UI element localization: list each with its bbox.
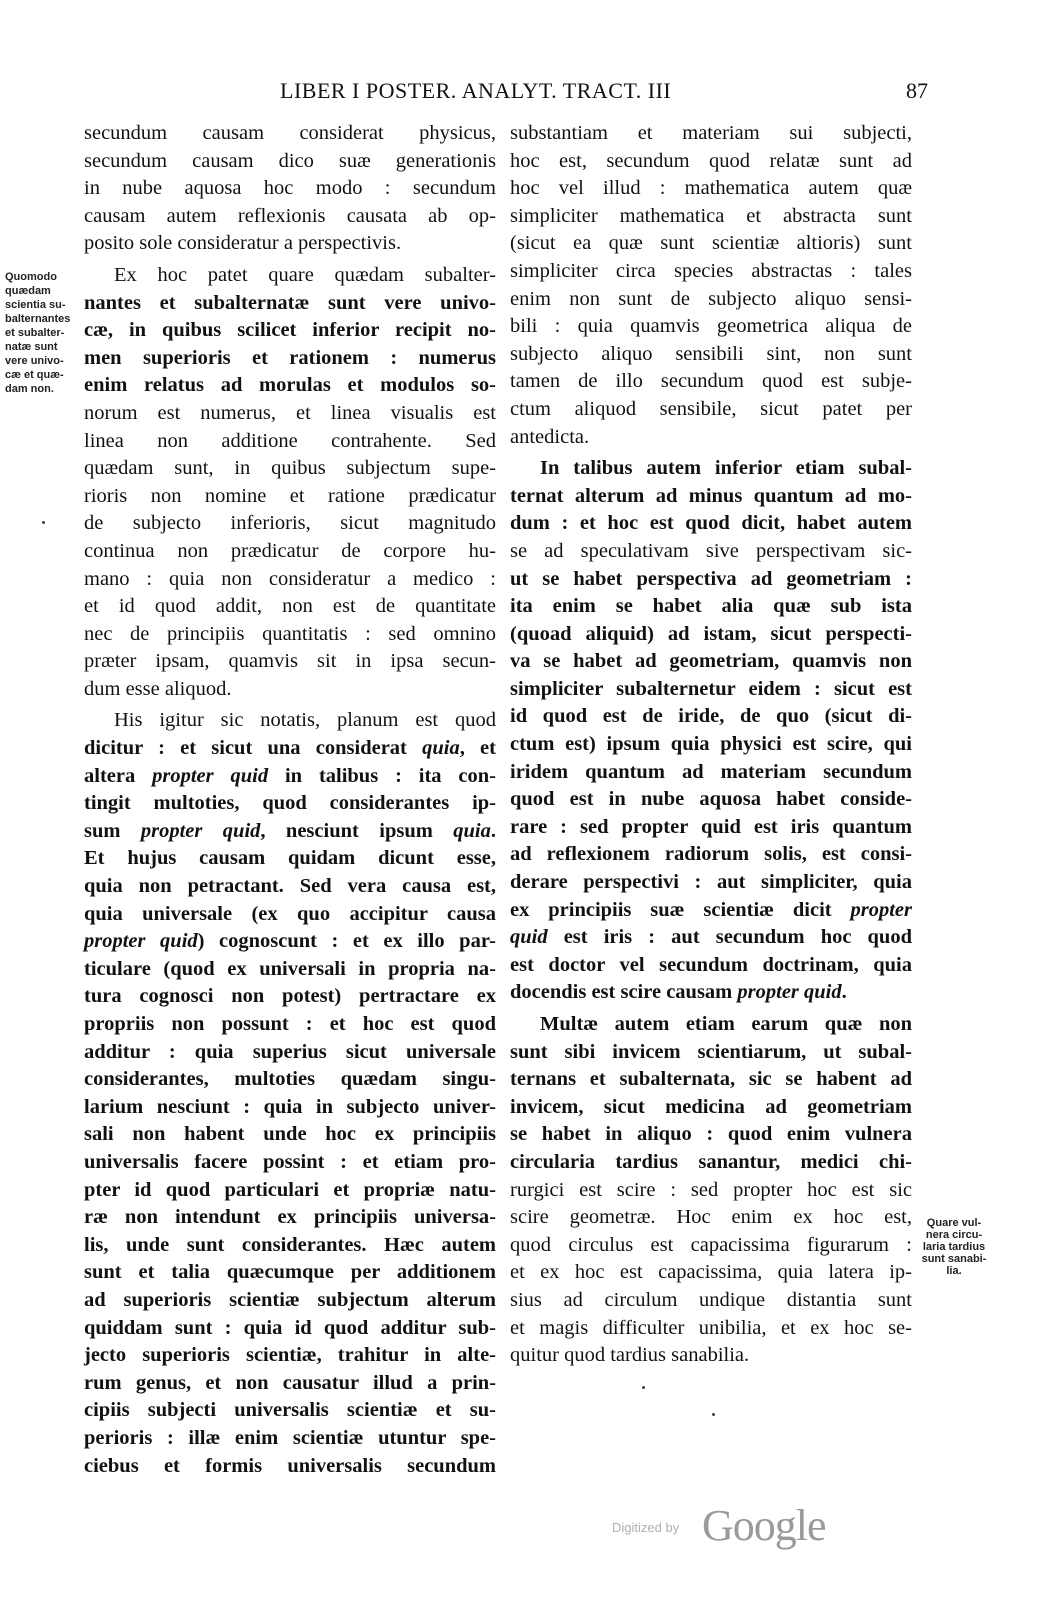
margin-note-line: balternantes [5,313,71,325]
text-line: rare : sed propter quid est iris quantum [510,815,912,838]
watermark-prefix: Digitized by [612,1520,680,1535]
text-line: Et hujus causam quidam dicunt esse, [84,847,496,870]
text-line: altera propter quid in talibus : ita con- [84,764,496,787]
text-line: hoc vel illud : mathematica autem quæ [510,177,912,200]
text-line: Multæ autem etiam earum quæ non [540,1013,912,1035]
text-line: dum esse aliquod. [84,677,232,700]
text-line: et id quod addit, non est de quantitate [84,595,496,618]
header-title: LIBER I POSTER. ANALYT. TRACT. III [280,78,672,103]
text-line: bili : quia quamvis geometrica aliqua de [510,315,912,338]
text-line: ticulare (quod ex universali in propria na- [84,957,496,980]
margin-note-line: Quomodo [5,271,57,283]
text-line: ita enim se habet alia quæ sub ista [510,595,912,618]
text-line: sunt et talia quæcumque per additionem [84,1261,496,1284]
text-line: va se habet ad geometriam, quamvis non [510,650,912,673]
text-line: (sicut ea quæ sunt scientiæ altioris) sunt [510,232,912,255]
text-line: lis, unde sunt considerantes. Hæc autem [84,1233,496,1256]
text-line: docendis est scire causam propter quid. [510,981,847,1004]
text-line: jecto superioris scientiæ, trahitur in alte- [84,1344,496,1367]
text-line: ad reflexionem radiorum solis, est consi- [510,843,912,866]
text-line: substantiam et materiam sui subjecti, [510,122,912,144]
text-line: simpliciter subalternetur eidem : sicut est [510,677,912,700]
text-line: continua non prædicatur de corpore hu- [84,539,496,562]
text-line: tamen de illo secundum quod est subje- [510,370,912,393]
text-line: rum genus, et non causatur illud a prin- [84,1371,496,1394]
digitization-watermark [612,1500,832,1550]
text-line: rurgici est scire : sed propter hoc est sic [510,1178,912,1201]
text-line: Ex hoc patet quare quædam subalter- [114,263,496,286]
text-line: posito sole consideratur a perspectivis. [84,232,402,255]
text-line: larium nesciunt : quia in subjecto univer- [84,1095,496,1118]
text-line: ternat alterum ad minus quantum ad mo- [510,484,912,507]
text-line: ctum aliquod sensibile, sicut patet per [510,397,912,420]
text-line: considerantes, multoties quædam singu- [84,1068,496,1091]
text-line: ad superioris scientiæ subjectum alterum [84,1288,496,1311]
text-line: hoc est, secundum quod relatæ sunt ad [510,149,912,172]
margin-note-line: dam non. [5,383,54,395]
margin-note-right [914,1217,994,1277]
text-line: est doctor vel secundum doctrinam, quia [510,953,912,976]
margin-note-line: Quare vul- [926,1217,982,1229]
margin-note-line: laria tardius [922,1241,986,1253]
text-line: circularia tardius sanantur, medici chi- [510,1150,912,1173]
text-line: enim relatus ad morulas et modulos so- [84,374,496,397]
print-speck [642,1386,645,1389]
text-line: quid est iris : aut secundum hoc quod [510,926,912,949]
text-line: men superioris et rationem : numerus [84,346,496,369]
text-line: enim non sunt de subjecto aliquo sensi- [510,287,912,310]
text-line: sius ad circulum undique distantia sunt [510,1288,912,1311]
text-line: propriis non possunt : et hoc est quod [84,1013,496,1035]
text-line: præter ipsam, quamvis sit in ipsa secun- [84,650,496,673]
page-number: 87 [906,78,928,103]
text-line: sali non habent unde hoc ex principiis [84,1123,496,1146]
text-line: ex principiis suæ scientiæ dicit propter [510,898,912,921]
left-text-column [84,120,496,1480]
margin-note-line: nera circu- [925,1229,983,1241]
text-line: ut se habet perspectiva ad geometriam : [510,567,912,590]
text-line: simpliciter circa species abstractas : tales [510,259,912,282]
right-text-column [510,120,912,1370]
text-line: cæ, in quibus scilicet inferior recipit no- [84,319,496,342]
text-line: scire geometræ. Hoc enim ex hoc est, [510,1206,912,1229]
text-line: sum propter quid, nesciunt ipsum quia. [84,819,496,842]
text-line: pter id quod particulari et propriæ natu- [84,1178,496,1201]
text-line: ctum est) ipsum quia physici est scire, qui [510,733,912,756]
text-line: nantes et subalternatæ sunt vere univo- [84,291,496,314]
margin-note-line: quædam [5,285,51,297]
text-line: quod est in nube aquosa habet conside- [510,788,912,811]
text-line: rioris non nomine et ratione prædicatur [84,484,496,507]
text-line: et ex hoc est capacissima, quia latera ip- [510,1261,912,1284]
running-header [280,78,940,110]
margin-note-line: cæ et quæ- [5,369,64,381]
text-line: quia universale (ex quo accipitur causa [84,902,496,925]
text-line: propter quid) cognoscunt : et ex illo par- [84,930,496,953]
text-line: dicitur : et sicut una considerat quia, et [84,737,496,760]
text-line: invicem, sicut medicina ad geometriam [510,1095,912,1118]
text-line: nec de principiis quantitatis : sed omnino [84,622,496,645]
margin-note-line: sunt sanabi- [921,1253,987,1265]
text-line: in nube aquosa hoc modo : secundum [84,177,496,200]
text-line: se ad speculativam sive perspectivam sic- [510,539,912,562]
watermark-brand: Google [702,1501,826,1550]
text-line: norum est numerus, et linea visualis est [84,401,496,424]
text-line: derare perspectivi : aut simpliciter, quia [510,871,912,894]
text-line: antedicta. [510,425,590,448]
margin-note-line: et subalter- [5,327,65,339]
text-line: tura cognosci non potest) pertractare ex [84,985,496,1008]
text-line: additur : quia superius sicut universale [84,1040,496,1063]
text-line: universalis facere possint : et etiam pro- [84,1150,496,1173]
print-speck [712,1413,715,1416]
text-line: ternans et subalternata, sic se habent ad [510,1068,912,1091]
text-line: de subjecto inferioris, sicut magnitudo [84,512,496,535]
text-line: In talibus autem inferior etiam subal- [540,457,912,480]
margin-note-left [5,270,83,396]
text-line: id quod est de iride, de quo (sicut di- [510,705,912,728]
margin-note-line: scientia su- [5,299,66,311]
text-line: secundum causam considerat physicus, [84,122,496,144]
text-line: causam autem reflexionis causata ab op- [84,204,496,227]
text-line: ræ non intendunt ex principiis universa- [84,1206,496,1229]
text-line: secundum causam dico suæ generationis [84,149,496,172]
text-line: mano : quia non consideratur a medico : [84,567,496,590]
text-line: dum : et hoc est quod dicit, habet autem [510,512,912,535]
margin-note-line: lia. [946,1265,962,1277]
text-line: linea non additione contrahente. Sed [84,429,496,452]
text-line: iridem quantum ad materiam secundum [510,760,912,783]
text-line: tingit multoties, quod considerantes ip- [84,792,496,815]
text-line: (quoad aliquid) ad istam, sicut perspecti- [510,622,912,645]
text-line: ciebus et formis universalis secundum [84,1454,496,1477]
text-line: et magis difficulter unibilia, et ex hoc se- [510,1316,912,1339]
margin-note-line: vere univo- [5,355,64,367]
text-line: subjecto aliquo sensibili sint, non sunt [510,342,912,365]
text-line: quia non petractant. Sed vera causa est, [84,875,496,898]
text-line: His igitur sic notatis, planum est quod [114,709,496,732]
text-line: quod circulus est capacissima figurarum : [510,1233,912,1256]
text-line: quitur quod tardius sanabilia. [510,1344,750,1367]
text-line: perioris : illæ enim scientiæ utuntur spe- [84,1426,496,1449]
text-line: se habet in aliquo : quod enim vulnera [510,1123,912,1146]
margin-note-line: natæ sunt [5,341,58,353]
print-speck [42,521,45,524]
text-line: simpliciter mathematica et abstracta sunt [510,204,912,227]
text-line: quiddam sunt : quia id quod additur sub- [84,1316,496,1339]
text-line: sunt sibi invicem scientiarum, ut subal- [510,1040,912,1063]
text-line: cipiis subjecti universalis scientiæ et su- [84,1399,496,1422]
text-line: quædam sunt, in quibus subjectum supe- [84,457,496,480]
